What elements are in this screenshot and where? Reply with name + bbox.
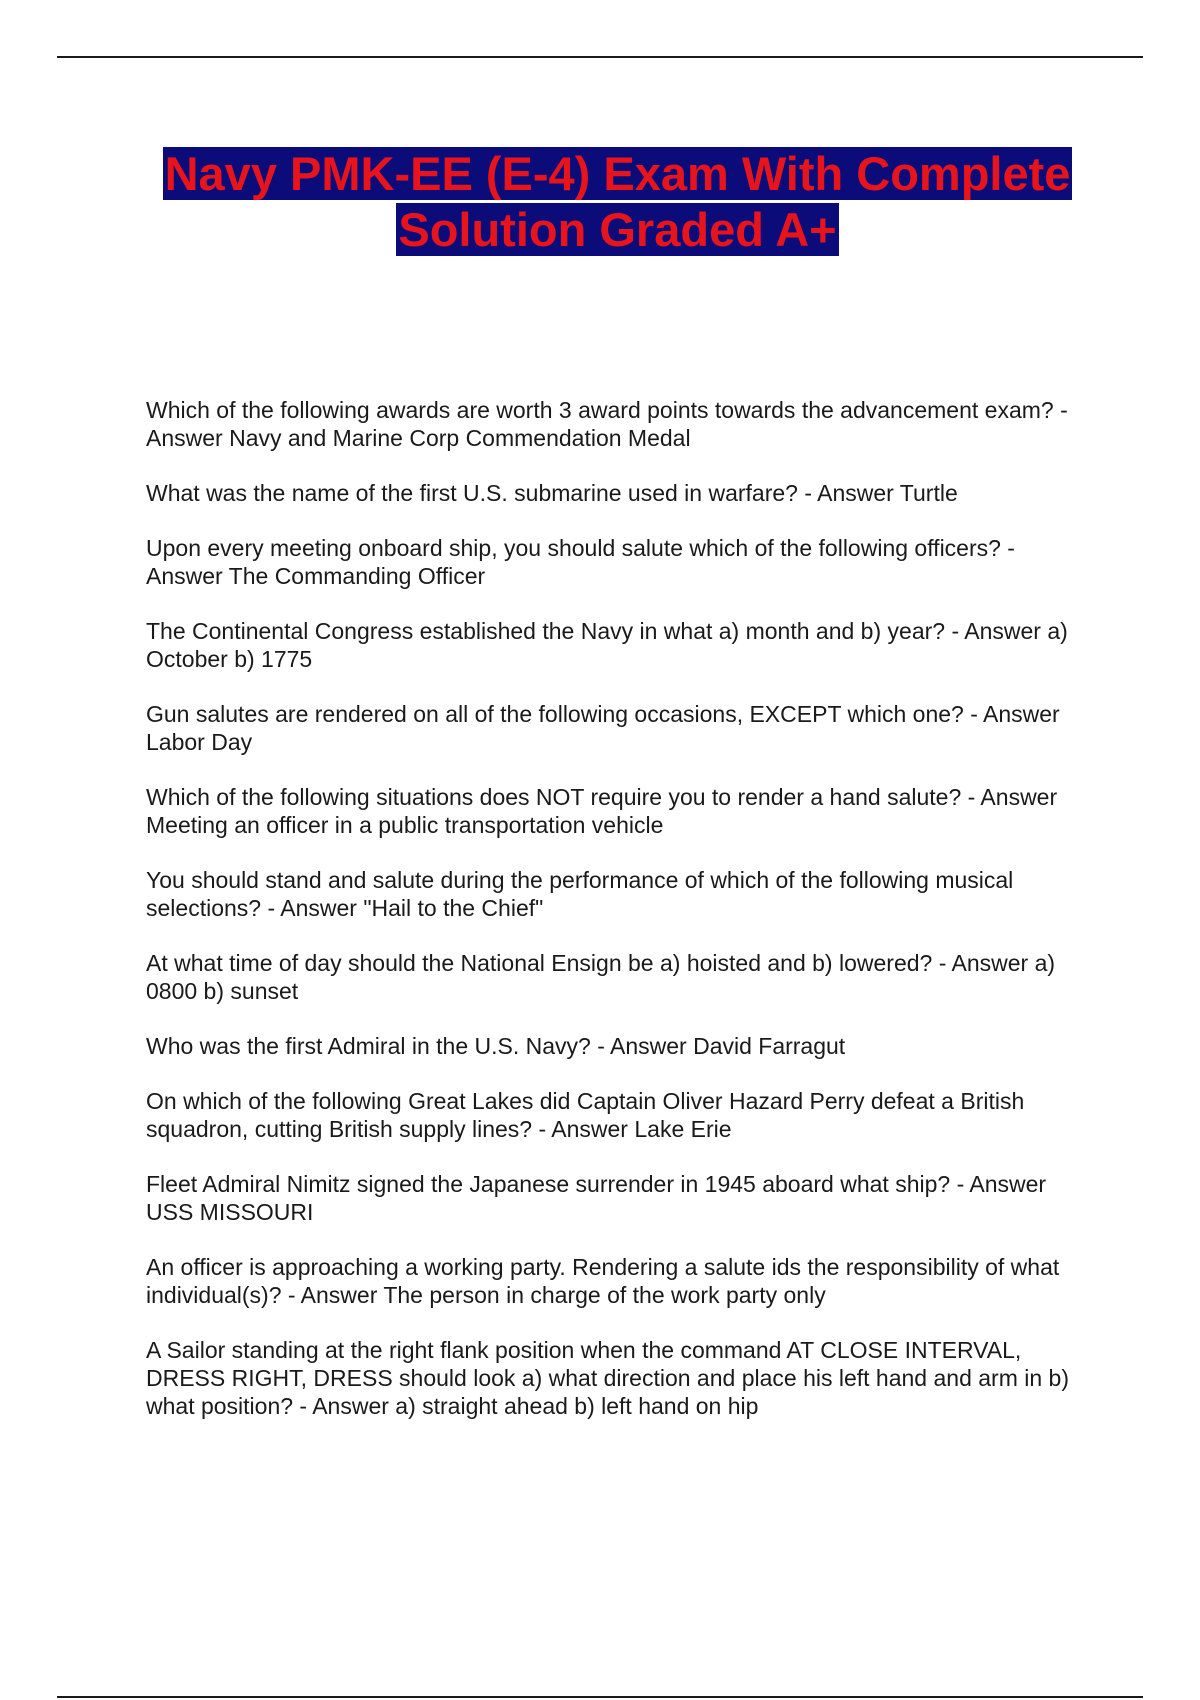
qa-item: The Continental Congress established the Navy in what a) month and b) year? - Answer a) October b) 1775 [146, 618, 1068, 672]
qa-item: An officer is approaching a working party. Rendering a salute ids the responsibility of what individual(s)? - Answer The person in charge of the work party only [146, 1254, 1060, 1308]
document-title [140, 146, 1095, 258]
top-rule [57, 56, 1143, 58]
qa-item: You should stand and salute during the performance of which of the following musical selections? - Answer "Hail to the Chief" [146, 867, 1014, 921]
qa-item: What was the name of the first U.S. submarine used in warfare? - Answer Turtle [146, 480, 958, 506]
qa-item: Upon every meeting onboard ship, you should salute which of the following officers? - Answer The Commanding Officer [146, 535, 1015, 589]
qa-item: On which of the following Great Lakes did Captain Oliver Hazard Perry defeat a British squadron, cutting British supply lines? - Answer Lake Erie [146, 1088, 1025, 1142]
qa-item: A Sailor standing at the right flank position when the command AT CLOSE INTERVAL, DRESS RIGHT, DRESS should look a) what direction and place his left hand and arm in b) what position? - Answer a) straight ahead b) left hand on hip [146, 1337, 1069, 1419]
qa-item: Gun salutes are rendered on all of the following occasions, EXCEPT which one? - Answer Labor Day [146, 701, 1060, 755]
title-line-1: Navy PMK-EE (E-4) Exam With Complete [164, 147, 1071, 200]
title-line-2: Solution Graded A+ [398, 203, 837, 256]
question-answer-list [146, 396, 1096, 1447]
qa-item: Fleet Admiral Nimitz signed the Japanese surrender in 1945 aboard what ship? - Answer USS MISSOURI [146, 1171, 1047, 1225]
qa-item: Which of the following situations does NOT require you to render a hand salute? - Answer Meeting an officer in a public transportation vehicle [146, 784, 1058, 838]
qa-item: Which of the following awards are worth 3 award points towards the advancement exam? - Answer Navy and Marine Corp Commendation Medal [146, 397, 1068, 451]
bottom-rule [57, 1696, 1143, 1698]
qa-item: Who was the first Admiral in the U.S. Navy? - Answer David Farragut [146, 1033, 846, 1059]
qa-item: At what time of day should the National Ensign be a) hoisted and b) lowered? - Answer a) 0800 b) sunset [146, 950, 1056, 1004]
